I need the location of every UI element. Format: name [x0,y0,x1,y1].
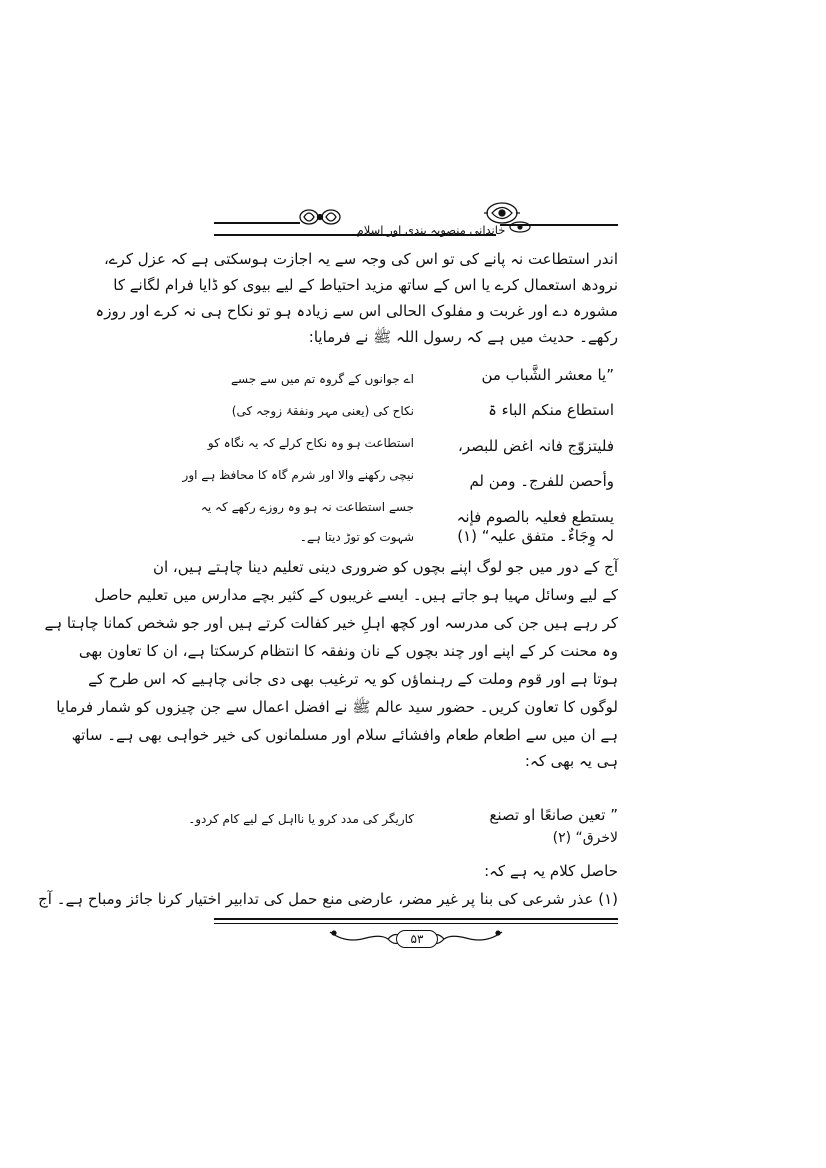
hadith-arabic-line: یستطع فعلیہ بالصوم فإنہ [456,508,614,526]
hadith-urdu-line: نیچی رکھنے والا اور شرم گاہ کا محافظ ہے اور [182,468,414,482]
header-rule-left [214,222,300,224]
hadith-urdu-line: استطاعت ہو وہ نکاح کرلے کہ یہ نگاہ کو [207,436,414,450]
hadith-arabic-line: ”یا معشر الشَّباب من [481,366,614,384]
conclusion-line: (۱) عذر شرعی کی بنا پر غیر مضر، عارضی منع حمل کی تدابیر اختیار کرنا جائز ومباح ہے۔ آج [38,890,618,908]
hadith-urdu-line: شہوت کو توڑ دیتا ہے۔ [299,530,414,544]
intro-line: رکھے۔ حدیث میں ہے کہ رسول اللہ ﷺ نے فرمایا: [308,328,618,346]
hadith-urdu-line: اے جوانوں کے گروہ تم میں سے جسے [230,372,414,386]
hadith-arabic-line: استطاع منکم الباء ۃ [488,401,614,419]
header-title: خاندانی منصوبہ بندی اور اسلام [356,223,506,237]
body-line: آج کے دور میں جو لوگ اپنے بچوں کو ضروری دینی تعلیم دینا چاہتے ہیں، ان [152,558,618,576]
hadith-arabic-line: فلیتزوّج فانہ اغض للبصر، [458,437,614,455]
hadith-arabic-line: وأحصن للفرج۔ ومن لم [469,472,614,490]
hadith2-urdu: کاریگر کی مدد کرو یا نااہل کے لیے کام کردو۔ [188,812,414,826]
body-line: لوگوں کا تعاون کریں۔ حضور سید عالم ﷺ نے افضل اعمال سے جن چیزوں کو شمار فرمایا [56,698,618,716]
footer-rule-bottom [214,923,618,924]
intro-line: نرودھ استعمال کرے یا اس کے ساتھ مزید احتیاط کے لیے بیوی کو ڈایا فرام لگانے کا [113,276,618,294]
conclusion-heading: حاصل کلام یہ ہے کہ: [484,862,618,880]
page-number: ۵۳ [396,930,438,948]
left-ornament-icon [298,206,342,228]
hadith-urdu-line: نکاح کی (یعنی مہر ونفقۂ زوجہ کی) [231,404,414,418]
body-line: وہ محنت کر کے اپنے اور چند بچوں کے نان ونفقہ کا انتظام کرسکتا ہے، ان کا تعاون بھی [78,642,618,660]
body-line: کے لیے وسائل مہیا ہو جاتے ہیں۔ ایسے غریبوں کے کثیر بچے مدارس میں تعلیم حاصل [94,586,618,604]
hadith-urdu-line: جسے استطاعت نہ ہو وہ روزے رکھے کہ یہ [200,500,414,514]
body-line: ہی یہ بھی کہ: [524,752,618,770]
page-content [44,190,618,770]
hadith-arabic-line: لہ وِجَاءٌ۔ متفق علیہ“ (۱) [457,527,614,545]
body-line: کر رہے ہیں جن کی مدرسہ اور کچھ اہلِ خیر کفالت کرتے ہیں اور جو شخص کمانا چاہتا ہے [44,614,618,632]
hadith2-arabic-line: لاخرق“ (۲) [552,830,618,846]
running-header [214,190,618,238]
hadith2-arabic-line: ” تعین صانعًا او تصنع [489,806,618,824]
small-ornament-icon [508,220,532,234]
body-line: ہے ان میں سے اطعام طعام وافشائے سلام اور مسلمانوں کی خیر خواہی بھی ہے۔ ساتھ [71,726,618,744]
footer-rule-top [214,918,618,920]
header-rule-right [500,224,618,226]
intro-line: اندر استطاعت نہ پانے کی تو اس کی وجہ سے یہ اجازت ہوسکتی ہے کہ عزل کرے، [103,250,618,268]
body-line: ہوتا ہے اور قوم وملت کے رہنماؤں کو یہ ترغیب بھی دی جانی چاہیے کہ اس طرح کے [88,670,618,688]
intro-line: مشورہ دے اور غربت و مفلوک الحالی اس سے زیادہ ہو تو نکاح ہی نہ کرے اور روزہ [95,302,618,320]
